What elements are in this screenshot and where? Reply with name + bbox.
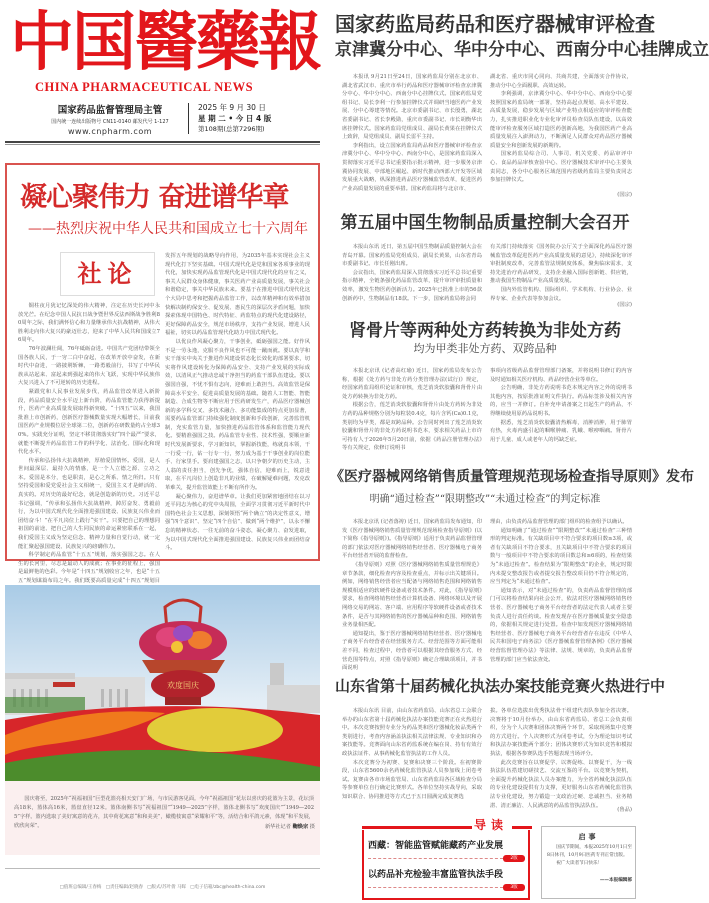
article-5-title[interactable]: 山东省第十届药械化执法办案技能竞赛火热进行中: [335, 677, 666, 695]
guide-dotted-line: [368, 887, 503, 888]
footer-item: □值班总编辑/王春梅: [59, 885, 102, 890]
credit-agency: 新华社记者: [264, 824, 291, 830]
paragraph: 此次竞赛旨在以赛促学、以赛促练、以赛促干，为一线执法队伍搭建切磋技艺、交流互鉴的平台。以竞赛为契机，全面提升药械化执法人员办案能力，为全省药械化执法队伍的专业化建设提供有力支撑，更好服务山东省药械化监管执法专业化建设，努力锻造一支政治过硬、忠诚担当、业务精湛、清正廉洁、人民满意的药品监管执法队伍。: [490, 759, 632, 809]
paragraph: 紧跟党和人民事业发展步伐，药品监管改革进入新阶段，药品质量安全水平迈上新台阶，药品监管能力获得新提升，医药产业高质量发展取得新突破。“十四五”以来，我国批准上市创新药，创新医疗器械数量实现大幅增长，目前我国医药产业规模位居全球第二位，创新药在研数量约占全球30%。实践充分证明，坚定不移贯彻落实好“四个最严”要求，就能不断提升药品监管工作的科学化、法治化、国际化和现代化水平。: [18, 388, 160, 456]
article-4-col2: [490, 518, 632, 663]
paragraph: 拔。各单位选拔出优秀执法骨干组建代表队参加全省决赛。决赛将于10月份举办，由山东省药监局、省总工会负责组织，分为个人决赛和团体决赛两个环节，采取现场集中竞赛的方式进行。个人决赛形式为闭卷考试，分为理论知识考试和执法办案技能两个部分；团体决赛形式为知识竞答和模拟执法，根据各参赛队选手答题表现当场评分。: [490, 708, 632, 757]
issue-weekday: 星 期 二 • 今 日 4 版: [198, 114, 272, 123]
paragraph: 发挥五年规划的战略导向作用，为2035年基本实现社会主义现代化打下坚实基础。中国式现代化是党和国家各项事业的现代化，加快实现药品监管现代化是中国式现代化的应有之义，事关人民群众身体健康，事关医药产业高质量发展，事关社会和谐稳定，事关中华民族未来。要基于在推进中国式现代化这个大局中思考和把握药品监管工作，以改革精神和有效举措加快解决制约保安全、促发展、惠民生的深层次矛盾问题，加快探索体现中国特色、时代特征、药监特点的现代化建设路径，更好保障药品安全，规范市场秩序，支持产业发展，增进人民福祉，切实以药品监管现代化助力中国式现代化。: [165, 253, 310, 337]
paragraph: 本报北京讯 (记者高红瑜) 近日，国家药监局发布公告称，根据《处方药与非处方药分类管理办法(试行)》规定，经国家药监局组织论证和审核，莲芝消炎软胶囊和肾骨片由处方药转换为非处方药。: [342, 368, 482, 400]
credit-name: 鞠焕宗: [292, 824, 309, 830]
editorial-col2: [165, 252, 310, 557]
paragraph: 国内外监管机构、国际组织、学术机构、行业协会、业界专家、企业代表等参加会议。: [490, 286, 632, 302]
guide-item-2[interactable]: 以药品补充检验丰富监管执法手段: [368, 870, 504, 880]
paragraph: 本报讯 9月21日至24日，国家药监局分别在北京市、湖北省武汉市、重庆市举行药品和医疗器械审评检查京津冀分中心、华中分中心、西南分中心挂牌仪式。国家药监局党组书记、局长李利一行参加挂牌仪式并调研当地医药产业发展、分中心筹建等情况。北京市委副书记、市长殷勇，湖北省委副书记、省长李殿勋，重庆市委副书记、市长胡衡华出席挂牌仪式。国家药监局党组成员、副局长黄果在挂牌仪式上致辞，局党组成员、副局长雷平主持。: [342, 74, 482, 141]
article-3-col2: [490, 367, 632, 443]
paragraph: 本报北京讯 (记者落祷) 近日，国家药监局发布通知，印发《医疗器械网络销售质量管理规范现场检查指导原则》(以下简称《指导原则》)。《指导原则》适用于负责药品监督管理的部门依法对医疗器械网络销售经营者、医疗器械电子商务平台经营者开展的监督检查。: [342, 519, 482, 560]
caption-text: 国庆将至，2025年“祝福祖国”巨型花篮亮相天安门广场，与市民游客见面。今年“祝福祖国”花坛以喜庆的花篮为主景，花坛顶高18米，篮体高16米，篮盘直径12米。篮体南侧书写“祝福祖国”“1949—2025”字样，篮体北侧书写“欢度国庆”“1949—2025”字样。篮内选取了美好寓意的花卉，其中荷花寓意“和和美美”，橄榄枝寓意“荣耀和平”等，活结合和平鸽元素，体现“和平发展，欣欣向荣”。: [14, 796, 314, 829]
footer-item: □责任编辑/赵晓春: [105, 885, 143, 890]
notice-signature: ——本报编辑部: [599, 878, 632, 883]
paragraph: 科学制定药品监管“十五五”规划，落实强国之志。在人生的长河里，尽志是最动人的成就；在事业的征程上，强国是最鲜艳的色彩。今年是“十四五”规划收官之年，也是“十五五”规划谋篇布局之年。我们既要高质量完成“十四五”规划目: [18, 552, 160, 584]
paragraph: 李利强调，京津冀分中心、华中分中心、西南分中心要按照国家药监局统一部署，坚持高起点规划、高水平建设、高质量发展，稳步发展与区域产业特点相适应的审评检查能力，扎实推进职业化专业化审评员检查员队伍建设，以高效能审评检查服务区域打造医药创新高地，为我国医药产业高质量发展注入澎湃动力，不断满足人民群众对药品医疗器械质量安全和创新发展的新期待。: [490, 91, 632, 149]
guide-page-tag-2[interactable]: 3版: [503, 884, 525, 891]
guide-top-bar: [362, 826, 472, 829]
issue-info: [198, 102, 318, 135]
masthead-rule: [5, 141, 320, 143]
paragraph: 通知明确了“通过检查”“限期整改”“未通过检查”三种情形的判定标准。有关缺项目中不符合要求的项目数≥3项，或者有关缺项目不符合要求，且关缺项目中不符合要求的项目数与一般项目中不符合要求的项目数总和≥6项的，检查结果为“未通过检查”。检查结果为“限期整改”的企业，规定时限内未提交整改报告或者提交报告整改项目仍不符合规定的，应当判定为“未通过检查”。: [490, 527, 632, 586]
article-5-col2: [490, 707, 632, 809]
paragraph: 理由，由负责药品监督管理的部门组织的检查组予以确认。: [490, 519, 628, 525]
publication-info: [30, 102, 190, 136]
paragraph: 本报山东讯 近日，第五届中国生物制品质量控制大会在青岛开幕。国家药监局党组成员、副局长黄果，山东省青岛市委副书记、市长任刚出席。: [342, 244, 482, 268]
issue-number: 第108期(总第7296期): [198, 125, 265, 133]
notice-title: 启事: [578, 832, 599, 841]
footer-rule: [5, 868, 320, 869]
basket-sign: 欢度国庆: [167, 681, 199, 690]
article-5-col1: [342, 707, 482, 810]
paragraph: 铜柱夜月犹记忆深处的伟大精神，注定在历史长河中永放光芒。在纪念中国人民抗日战争暨世界反法西斯战争胜利80周年之际，我们满怀信心和力量继承伟大抗战精神，从伟大胜利走向伟大复兴的豪迈壮志，迎来了中华人民共和国成立76周年。: [18, 303, 160, 344]
registration: 国内统一连续出版物号 CN11-0140 邮发代号 1-127: [51, 119, 169, 125]
article-2-col1: [342, 243, 482, 309]
article-2-source: (国宗): [617, 302, 632, 308]
divider: [188, 103, 189, 134]
paragraph: 湖北省、重庆市同心同向、共商共建，全面落实合作协议，推动分中心全面履职、高效运转。: [490, 74, 632, 89]
article-5-source: (鲁品): [617, 807, 632, 813]
guide-page-tag-1[interactable]: 2版: [503, 855, 525, 862]
paragraph: 有关部门持续落实《国务院办公厅关于全面深化药品医疗器械监管改革促进医药产业高质量发展的意见》，持续深化审评审批制度改革，完善监管法规制度体系，聚焦临床需求，支持先进治疗药品研发，支持企业融入国际创新链、供应链，推动我国生物制品产业高质量发展。: [490, 244, 632, 285]
editorial-col1: [18, 302, 160, 584]
paragraph: 传承和弘扬伟大抗战精神，厚植爱国情怀。爱国，是人世间最深层、最持久的情感，是一个人立德之源、立功之本。爱国是本分，也是职责，是心之所系、情之所归。只有坚持爱国和爱党爱社会主义相统一，爱国主义才是鲜活的、真实的。对历史的最好纪念，就是创造新的历史。习近平总书记强调，“传承和弘扬伟大抗战精神，踔厉奋发、勇毅前行，为以中国式现代化全面推进强国建设、民族复兴伟业而团结奋斗！”在平凡岗位上践行“实干”。只要把自己的理想同祖国的前途、把自己的人生同民族的命运紧密联系在一起，我们爱国主义成为坚定信念、精神力量和自觉行动，就一定能汇聚起强国建设、民族复兴的磅礴伟力。: [18, 457, 160, 550]
article-2-title[interactable]: 第五届中国生物制品质量控制大会召开: [340, 213, 630, 233]
flower-basket-photo: [5, 585, 320, 781]
photo-illustration: [5, 585, 320, 781]
paragraph: 本次竞赛分为初赛、复赛和决赛三个阶段。在初赛阶段，山东省5600余名药械化监管执法人员参加线上闭卷考试。复赛由各市市场监管局、山东省药监局各区域检查分局等参赛单位自行确定比赛形式。各单位坚持实战导向，采取知识联合、协同推进等方式已于五日圆满完成复赛选: [342, 759, 482, 800]
masthead-logo: 中国醫藥報: [10, 5, 320, 80]
paragraph: 李利指出，设立国家药监局药品和医疗器械审评检查京津冀分中心、华中分中心、西南分中心，是国家药监局深入贯彻落实习近平总书记重要指示批示精神，进一步服务京津冀协同发展、中部地区崛起、新时代推动西部大开发等区域发展重大战略，纵深推进药品医疗器械监管改革，促进医药产业高质量发展的重要举措。国家药监局将与北京市、: [342, 142, 482, 192]
paragraph: 76年波澜壮阔，76年砥砺奋进。中国共产党团结带领全国各族人民，于一穷二白中奋起，在改革开放中奋发，在新时代中奋进，一路披荆斩棘，一路勇毅前行，书写了中华民族从站起来、富起来到强起来的伟大飞跃，实现中华民族伟大复兴进入了不可逆转的历史进程。: [18, 345, 160, 387]
article-1-title[interactable]: 国家药监局药品和医疗器械审评检查: [335, 12, 655, 36]
guide-top-bar: [512, 826, 532, 829]
editorial-title: 凝心聚伟力 奋进谱华章: [20, 182, 289, 213]
guide-title: 导读: [474, 818, 509, 832]
paragraph: 《指导原则》对照《医疗器械网络销售质量管理规范》章节条款，细化检查内容及检查重点，并标示出关键项目。例如，网络销售经营者应当配备与网络销售范围和网络销售规模相适应的软硬件设备或者技术条件。对此，《指导原则》要求，检查网络销售经营者计算机设备、网络环境以及开展网络交易的网站、客户端、应用程序等软硬件设备或者技术条件，是否与其网络销售的医疗器械品种和范围、网络销售业务量相匹配。: [342, 561, 482, 629]
article-3-col1: [342, 367, 482, 452]
article-4-title[interactable]: 《医疗器械网络销售质量管理规范现场检查指导原则》发布: [330, 469, 694, 485]
paragraph: 国家药监局综合司、人事司、机关党委、药品审评中心、食品药品审核查验中心、医疗器械技术审评中心主要负责同志，各分中心服务区域范围内省级药监局主要负责同志参加挂牌仪式。: [490, 151, 632, 184]
editorial-subtitle: ——热烈庆祝中华人民共和国成立七十六周年: [28, 221, 308, 237]
notice-body: [547, 844, 632, 868]
article-1-source: (国宗): [617, 192, 632, 198]
footer-item[interactable]: □电子信箱/zbc@health-china.com: [190, 885, 266, 890]
article-4-col1: [342, 518, 482, 672]
paragraph: 凝心聚伟力，奋进谱华章。让我们更加紧密地团结在以习近平同志为核心的党中央周围，全面学习贯彻习近平新时代中国特色社会主义思想，深刻领悟“两个确立”的决定性意义，增强“四个意识”、坚定“四个自信”、做到“两个维护”，以永不懈怠的精神状态、一往无前的奋斗姿态，凝心聚力、奋发进取，为以中国式现代化全面推进强国建设、民族复兴伟业而团结奋斗。: [165, 493, 310, 552]
paragraph: 以优良作风凝心聚力，干事创业，砥砺强国之能。好作风不是一劳永逸，克服不良作风也不可能一蹴而就。要以真学和实干落实中央关于推进作风建设常态化长效化的部署要求，切实将作风建设转化为保障药品安全、支持产业发展的实际成效，以清风正气推动忠诚干净担当的药监干部队伍建设。要以强国自强，不忧不惧有志向，迎难而上敢担当。高效监管是保障高水平安全、促进高质量发展的基础。随着人工智能、智能制造、合成生物等不断应用于医药研发生产，药品医疗器械创新的多学科交叉、多技术融合、多功能集成的特点更加显著，需要药品监管部门持续强化制度创新和手段创新，完善监管机制，充实监管力量，加快推进药品监管体系和监管能力现代化。要精准强国之技。药品监管专业性、技术性强，要顺应新时代发展新要求，学习新知识，掌握新技能，练就真本领，干一行爱一行，钻一行专一行，努力成为基于干事创业的岗位能手、行家里手。要肩建强国之志，以只争朝夕的历史主动，主人翁的责任担当，创先争优，强体自信，迎难而上，锐意进取，在平凡岗位上创造非凡的业绩，在破解疑难问题，攻克改革难关，提升监管效能上不断有所作为。: [165, 338, 310, 492]
footer-credits: [5, 884, 320, 890]
notice-greeting: 祝广大读者节日快乐！: [556, 861, 603, 866]
paragraph: 通知表示，对“未通过检查”的，负责药品监督管理的部门可以将检查结果向社会公开，依法对医疗器械网络销售经营者、医疗器械电子商务平台经营者的法定代表人或者主要负责人进行责任约谈。检查发现存在医疗器械质量安全隐患的，依据相关规定进行处置。检查中如发现医疗器械网络销售经营者、医疗器械电子商务平台经营者存在违反《中华人民共和国电子商务法》《医疗器械监督管理条例》《医疗器械经营监督管理办法》等法律、法规、规章的，负责药品监督管理的部门应当依法查处。: [490, 587, 632, 663]
article-3-subtitle: 均为甲类非处方药、双跨品种: [413, 342, 557, 355]
guide-dotted-line: [368, 858, 503, 859]
paragraph: 公告明确，非处方药说明书范本规定内容之外的说明书其他内容，按原批准证明文件执行。药品标签涉及相关内容的，应当一并修订。自补充申请备案之日起生产的药品，不得继续使用原药品说明书。: [490, 385, 632, 417]
paragraph: 根据公告，莲芝消炎软胶囊和肾骨片由处方药转为非处方药的品种规格分别为每粒装0.4克，每片含钙(Ca)0.1克，类别均为甲类，都是双跨品种。公告同时列出了莲芝消炎软胶囊和肾骨片的非处方药说明书范本，要求相关药品上市许可持有人于2026年5月20日前，依据《药品注册管理办法》等有关规定，依修订说明书: [342, 402, 482, 452]
sponsor: 国家药品监督管理局主管: [57, 105, 163, 116]
guide-item-1[interactable]: 西藏：智能监管赋能藏药产业发展: [368, 841, 504, 851]
paragraph: 本报山东讯 目前，由山东省药监局、山东省总工会联合举办的山东省第十届药械化执法办案技能竞赛正在火热进行中。本次竞赛按照专业分为药品类和医疗器械化妆品类两个类别进行，考查内容涵盖执法相关法律法规、专业知识和办案技能等。竞赛面向山东省药监系统在编在岗、持有有效行政执法证件、从事药械化监管执法的工作人员。: [342, 708, 482, 757]
article-3-title[interactable]: 肾骨片等两种处方药转换为非处方药: [349, 321, 621, 341]
website-link[interactable]: www.cnpharm.com: [67, 127, 153, 136]
masthead-english: CHINA PHARMACEUTICAL NEWS: [35, 80, 254, 94]
article-1-col2: [490, 73, 632, 193]
article-4-subtitle: 明确“通过检查”“限期整改”“未通过检查”的判定标准: [369, 494, 601, 505]
paragraph: 事项向省级药品监督管理部门备案，并将说明书修订的内容及时通知相关医疗机构、药品经营企业等单位。: [490, 368, 632, 383]
paragraph: 据悉，莲芝消炎软胶囊清热解毒，消肿消肿，用于肺胃有热，火毒内盛引起的咽喉肿痛、乳蛾、喉痹咽痛。肾骨片用于儿童、成人或老年人的钙缺乏症。: [490, 419, 632, 443]
masthead-rule-thin: [5, 144, 320, 145]
photo-credit: [220, 823, 315, 830]
article-1-subtitle: 京津冀分中心、华中分中心、西南分中心挂牌成立: [335, 40, 709, 60]
notice-text: 国庆节期间，本报2025年10月1日至8日休刊，10月9日医药专刊正常出版。: [547, 845, 632, 858]
paragraph: 通知提出，鉴于医疗器械网络销售经营者、医疗器械电子商务平台经营者在经营服务方式、经营范围等方面可能相差不同，检查过程中，经营者可以根据其经营服务方式、经营范围等特点，对照《指导原则》确定合理缺项项目，并书面说明: [342, 630, 482, 672]
paragraph: 会议指出，国家药监局深入贯彻落实习近平总书记重要指示精神，全链条强化药品监管改革，提升审评审批质量和效率，激发生物医药创新活力。2025年已批准上市的56款创新药中，生物制品有18款。下一步，国家药监局将会同: [342, 269, 482, 302]
issue-date: 2025 年 9 月 30 日: [198, 103, 266, 112]
column-label: 社论: [60, 252, 155, 296]
article-1-col1: [342, 73, 482, 193]
footer-item: □版式/苏叶倩 马晖: [147, 885, 186, 890]
credit-suffix: 摄: [309, 824, 315, 830]
